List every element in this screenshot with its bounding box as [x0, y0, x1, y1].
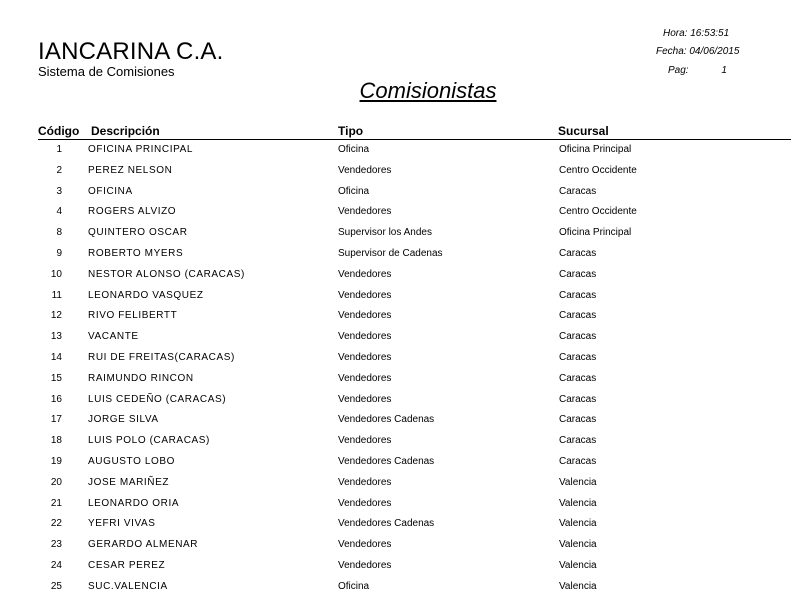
cell-sucursal: Caracas — [559, 331, 597, 343]
cell-descripcion: LUIS POLO (CARACAS) — [88, 435, 210, 447]
cell-descripcion: YEFRI VIVAS — [88, 518, 156, 530]
cell-sucursal: Valencia — [559, 580, 597, 592]
cell-descripcion: GERARDO ALMENAR — [88, 539, 199, 551]
cell-descripcion: QUINTERO OSCAR — [88, 227, 188, 239]
column-header-tipo: Tipo — [338, 124, 364, 138]
cell-descripcion: OFICINA PRINCIPAL — [88, 144, 194, 155]
column-header-sucursal: Sucursal — [558, 124, 609, 138]
cell-tipo: Vendedores — [338, 351, 392, 363]
cell-sucursal: Caracas — [559, 414, 597, 426]
cell-descripcion: RIVO FELIBERTT — [88, 310, 178, 322]
table-row — [0, 476, 791, 497]
table-row — [0, 559, 791, 580]
cell-descripcion: NESTOR ALONSO (CARACAS) — [88, 268, 245, 280]
cell-tipo: Vendedores — [338, 539, 392, 551]
table-row — [0, 393, 791, 414]
cell-codigo: 19 — [50, 455, 62, 467]
table-row — [0, 413, 791, 434]
cell-codigo: 9 — [56, 247, 62, 259]
cell-codigo: 4 — [56, 206, 62, 218]
table-row — [0, 289, 791, 310]
cell-codigo: 13 — [50, 331, 62, 343]
cell-sucursal: Oficina Principal — [559, 227, 632, 239]
page-info — [668, 65, 727, 77]
cell-descripcion: RAIMUNDO RINCON — [88, 372, 194, 384]
cell-sucursal: Valencia — [559, 559, 597, 571]
cell-tipo: Vendedores — [338, 497, 392, 509]
cell-codigo: 20 — [50, 476, 62, 488]
table-row — [0, 205, 791, 226]
cell-descripcion: VACANTE — [88, 331, 139, 343]
cell-tipo: Supervisor de Cadenas — [338, 247, 443, 259]
table-row — [0, 185, 791, 206]
cell-tipo: Vendedores — [338, 393, 392, 405]
table-row — [0, 309, 791, 330]
cell-codigo: 3 — [56, 185, 62, 197]
table-row — [0, 372, 791, 393]
column-header-codigo: Código — [38, 124, 80, 138]
cell-sucursal: Caracas — [559, 310, 597, 322]
column-header-descripcion: Descripción — [91, 124, 160, 138]
date-info — [656, 46, 739, 58]
cell-descripcion: ROBERTO MYERS — [88, 247, 184, 259]
cell-codigo: 24 — [50, 559, 62, 571]
time-info — [663, 28, 729, 40]
cell-codigo: 12 — [50, 310, 62, 322]
cell-codigo: 11 — [51, 289, 62, 301]
cell-codigo: 17 — [50, 414, 62, 426]
cell-sucursal: Caracas — [559, 268, 597, 280]
cell-sucursal: Valencia — [559, 476, 597, 488]
table-row — [0, 497, 791, 518]
table-row — [0, 580, 791, 599]
table-row — [0, 143, 791, 164]
cell-codigo: 2 — [56, 164, 62, 176]
cell-sucursal: Valencia — [559, 518, 597, 530]
cell-codigo: 21 — [50, 497, 62, 509]
table-row — [0, 434, 791, 455]
cell-descripcion: CESAR PEREZ — [88, 559, 166, 571]
table-row — [0, 517, 791, 538]
cell-tipo: Vendedores Cadenas — [338, 518, 435, 530]
cell-sucursal: Caracas — [559, 351, 597, 363]
system-name: Sistema de Comisiones — [38, 64, 175, 79]
cell-tipo: Supervisor los Andes — [338, 227, 432, 239]
cell-tipo: Vendedores — [338, 164, 392, 176]
cell-tipo: Vendedores Cadenas — [338, 414, 435, 426]
time-value: 16:53:51 — [690, 28, 730, 39]
cell-descripcion: RUI DE FREITAS(CARACAS) — [88, 351, 235, 363]
cell-descripcion: ROGERS ALVIZO — [88, 206, 177, 218]
cell-sucursal: Caracas — [559, 289, 597, 301]
cell-sucursal: Caracas — [559, 435, 597, 447]
cell-sucursal: Caracas — [559, 393, 597, 405]
page-label: Pag: — [668, 65, 689, 76]
cell-descripcion: OFICINA — [88, 185, 133, 197]
cell-codigo: 1 — [56, 144, 62, 155]
cell-sucursal: Centro Occidente — [559, 164, 637, 176]
time-label: Hora: — [663, 28, 688, 39]
table-row — [0, 351, 791, 372]
cell-codigo: 22 — [50, 518, 62, 530]
cell-descripcion: PEREZ NELSON — [88, 164, 173, 176]
table-body — [0, 143, 791, 599]
cell-codigo: 25 — [50, 580, 62, 592]
cell-descripcion: LEONARDO VASQUEZ — [88, 289, 204, 301]
table-row — [0, 330, 791, 351]
cell-tipo: Vendedores — [338, 268, 392, 280]
cell-codigo: 8 — [56, 227, 62, 239]
table-row — [0, 455, 791, 476]
cell-tipo: Vendedores — [338, 559, 392, 571]
cell-tipo: Oficina — [338, 144, 370, 155]
table-row — [0, 247, 791, 268]
cell-tipo: Oficina — [338, 580, 370, 592]
cell-tipo: Vendedores — [338, 310, 392, 322]
cell-sucursal: Oficina Principal — [559, 144, 632, 155]
cell-codigo: 23 — [50, 539, 62, 551]
cell-tipo: Vendedores Cadenas — [338, 455, 435, 467]
cell-codigo: 14 — [50, 351, 62, 363]
header-divider — [38, 139, 791, 140]
table-row — [0, 164, 791, 185]
cell-tipo: Vendedores — [338, 206, 392, 218]
company-name: IANCARINA C.A. — [38, 38, 224, 65]
cell-tipo: Vendedores — [338, 372, 392, 384]
cell-codigo: 16 — [50, 393, 62, 405]
cell-tipo: Vendedores — [338, 289, 392, 301]
cell-sucursal: Caracas — [559, 455, 597, 467]
cell-codigo: 10 — [50, 268, 62, 280]
cell-tipo: Oficina — [338, 185, 370, 197]
cell-sucursal: Caracas — [559, 185, 597, 197]
date-label: Fecha: — [656, 46, 687, 57]
cell-descripcion: JOSE MARIÑEZ — [88, 476, 170, 488]
cell-descripcion: LEONARDO ORIA — [88, 497, 180, 509]
cell-descripcion: SUC.VALENCIA — [88, 580, 168, 592]
date-value: 04/06/2015 — [689, 46, 740, 57]
table-row — [0, 538, 791, 559]
cell-tipo: Vendedores — [338, 435, 392, 447]
cell-sucursal: Caracas — [559, 372, 597, 384]
report-title: Comisionistas — [359, 78, 497, 103]
cell-codigo: 18 — [50, 435, 62, 447]
cell-tipo: Vendedores — [338, 476, 392, 488]
table-row — [0, 226, 791, 247]
cell-descripcion: AUGUSTO LOBO — [88, 455, 176, 467]
cell-descripcion: LUIS CEDEÑO (CARACAS) — [88, 393, 227, 405]
page-number: 1 — [721, 65, 727, 76]
cell-codigo: 15 — [50, 372, 62, 384]
cell-sucursal: Valencia — [559, 539, 597, 551]
table-row — [0, 268, 791, 289]
cell-descripcion: JORGE SILVA — [88, 414, 159, 426]
cell-sucursal: Centro Occidente — [559, 206, 637, 218]
cell-sucursal: Valencia — [559, 497, 597, 509]
cell-tipo: Vendedores — [338, 331, 392, 343]
cell-sucursal: Caracas — [559, 247, 597, 259]
